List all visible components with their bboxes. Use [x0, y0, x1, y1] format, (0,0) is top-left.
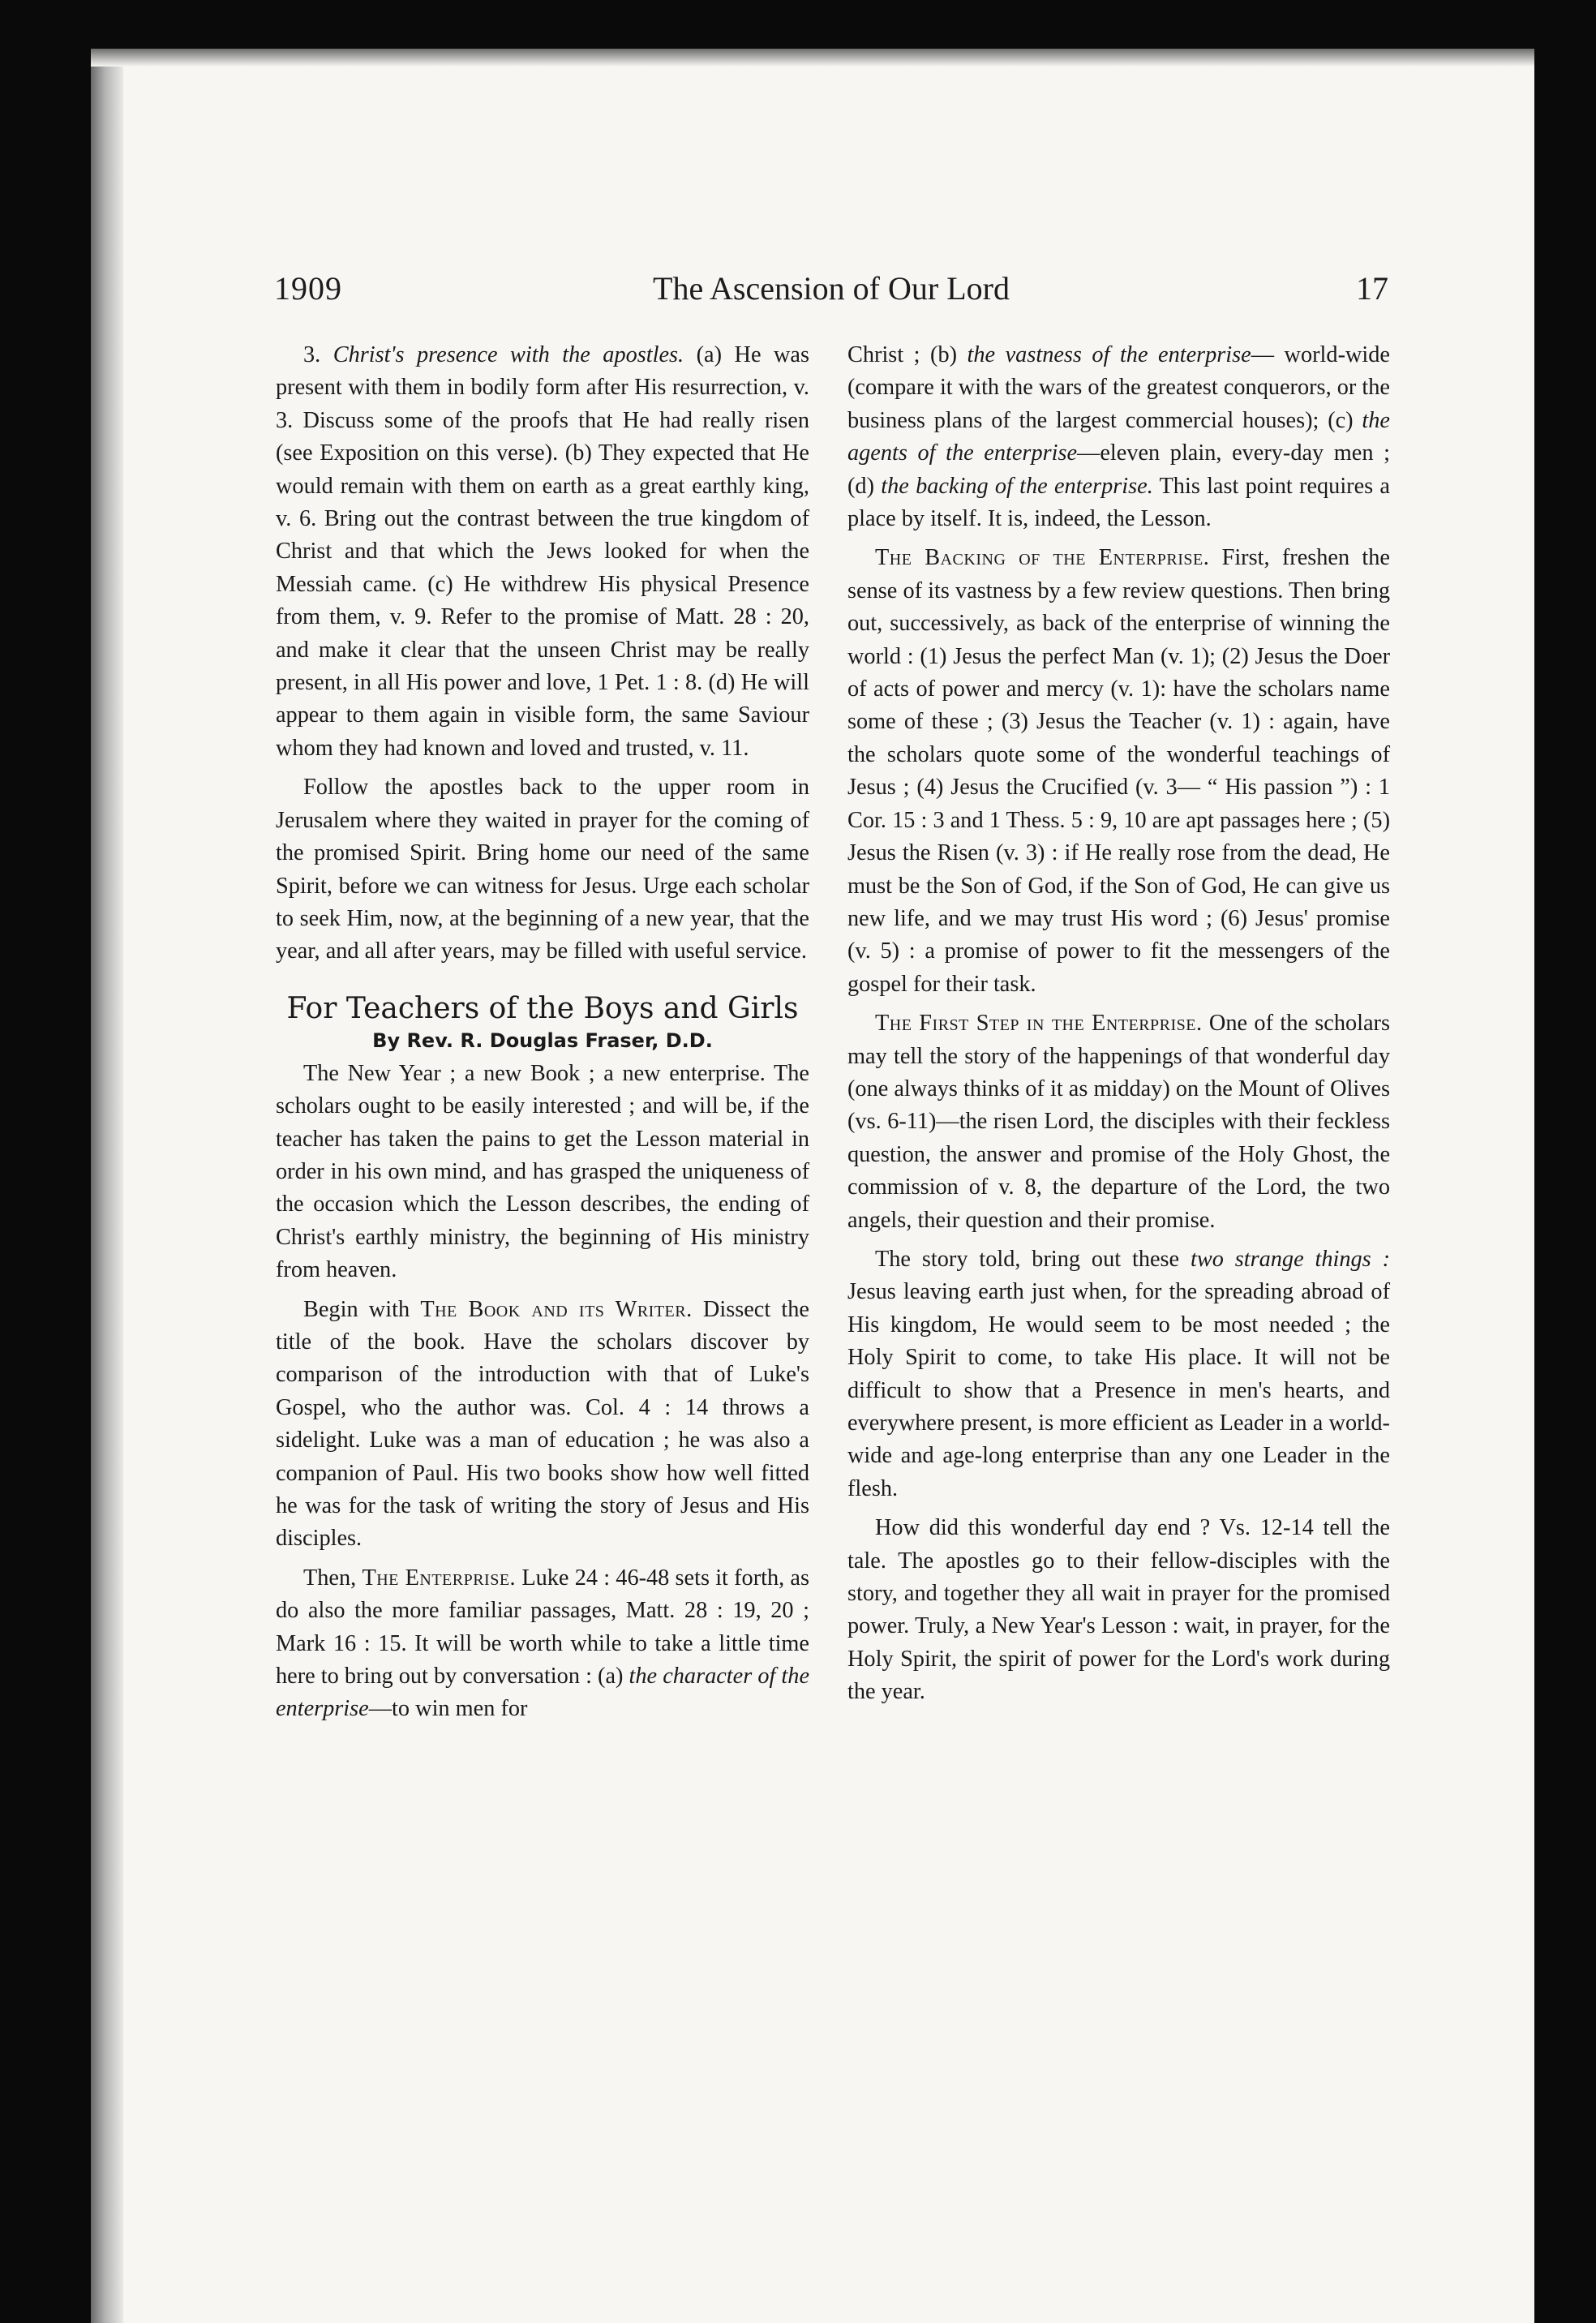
small-caps-heading: The First Step in the Enterprise.	[875, 1011, 1203, 1037]
section-title: For Teachers of the Boys and Girls	[286, 991, 799, 1025]
paragraph	[847, 1007, 1390, 1237]
paragraph-text: Dissect the title of the book. Have the scholars discover by comparison of the introduction with that of Luke's Gospel, who the author was. Col. 4 : 14 throws a sidelight. Luke was a man of education ; he was also a companion of Paul. His two books show how well fitted he was for the task of writing the story of Jesus and His disciples.	[276, 1296, 809, 1552]
paragraph: How did this wonderful day end ? Vs. 12-14 tell the tale. The apostles go to their fellow-disciples with the story, and together they all wait in prayer for the promised power. Truly, a New Year's Lesson : wait, in prayer, for the Holy Spirit, the spirit of power for the Lord's work during the year.	[847, 1515, 1390, 1705]
paragraph	[847, 542, 1390, 1001]
paragraph-label: 3.	[303, 342, 321, 367]
italic-phrase: two strange things :	[1190, 1246, 1390, 1272]
paragraph-text: —eleven plain, every-day men ; (d)	[847, 440, 1390, 499]
paragraph-text: —to win men for	[368, 1696, 528, 1722]
italic-phrase: the character of the enterprise	[276, 1664, 810, 1722]
paragraph-text: Then,	[303, 1565, 363, 1591]
paragraph	[276, 1562, 809, 1726]
left-column	[276, 339, 809, 1726]
paragraph-text: The story told, bring out these	[875, 1246, 1191, 1272]
running-header	[274, 269, 1388, 326]
page-number: 17	[1356, 270, 1388, 307]
small-caps-heading: The Backing of the Enterprise.	[875, 545, 1210, 571]
paragraph: The New Year ; a new Book ; a new enterprise. The scholars ought to be easily interested ; and will be, if the teacher has taken the pains to get the Lesson material in order in his own mind, and has grasped the uniqueness of the occasion which the Lesson describes, the ending of Christ's earthly ministry, the beginning of His ministry from heaven.	[276, 1060, 809, 1283]
paragraph-text: Jesus leaving earth just when, for the spreading abroad of His kingdom, He would seem to be most needed ; the Holy Spirit to come, to take His place. It will not be difficult to show that a Presence in men's hearts, and everywhere present, is more efficient as Leader in a world-wide and age-long enterprise than any one Leader in the flesh.	[847, 1279, 1390, 1501]
paragraph-text: (a) He was present with them in bodily form after His resurrection, v. 3. Discuss some of the proofs that He had really risen (see Exposition on this verse). (b) They expected that He would remain with them on earth as a great earthly king, v. 6. Bring out the contrast between the true kingdom of Christ and that which the Jews looked for when the Messiah came. (c) He withdrew His physical Presence from them, v. 9. Refer to the promise of Matt. 28 : 20, and make it clear that the unseen Christ may be really present, in all His power and love, 1 Pet. 1 : 8. (d) He will appear to them again in visible form, the same Saviour whom they had known and loved and trusted, v. 11.	[276, 342, 809, 761]
italic-phrase: the vastness of the enterprise	[967, 342, 1251, 367]
paragraph	[847, 1243, 1390, 1505]
small-caps-heading: The Enterprise.	[362, 1565, 517, 1591]
paragraph	[276, 1294, 809, 1556]
page-gutter-shadow	[91, 49, 123, 2323]
paragraph-text: This last point requires a place by itself. It is, indeed, the Lesson.	[847, 473, 1390, 532]
paragraph-text: Begin with	[303, 1296, 421, 1322]
header-title: The Ascension of Our Lord	[653, 270, 1010, 307]
byline: By Rev. R. Douglas Fraser, D.D.	[372, 1028, 713, 1052]
header-year: 1909	[274, 270, 342, 307]
page-top-shadow	[91, 49, 1534, 67]
paragraph	[847, 339, 1390, 535]
small-caps-heading: The Book and its Writer.	[420, 1296, 693, 1322]
italic-phrase: the backing of the enterprise.	[881, 473, 1153, 499]
paragraph-text: Luke 24 : 46-48 sets it forth, as do also the more familiar passages, Matt. 28 : 19, 20 ; Mark 16 : 15. It will be worth while to take a little time here to bring out by conversation : (a)	[276, 1565, 809, 1690]
paragraph	[276, 339, 809, 765]
paragraph-text: One of the scholars may tell the story of the happenings of that wonderful day (one always thinks of it as midday) on the Mount of Olives (vs. 6-11)—the risen Lord, the disciples with their feckless question, the answer and promise of the Holy Ghost, the commission of v. 8, the departure of the Lord, the two angels, their question and their promise.	[847, 1011, 1390, 1233]
paragraph-text: Christ ; (b)	[847, 342, 967, 367]
italic-phrase: Christ's presence with the apostles.	[332, 342, 684, 367]
italic-phrase: the agents of the enterprise	[847, 407, 1390, 466]
paragraph-text: First, freshen the sense of its vastness by a few review questions. Then bring out, successively, as back of the enterprise of winning the world : (1) Jesus the perfect Man (v. 1); (2) Jesus the Doer of acts of power and mercy (v. 1): have the scholars name some of these ; (3) Jesus the Teacher (v. 1) : again, have the scholars quote some of the wonderful teachings of Jesus ; (4) Jesus the Crucified (v. 3— “ His passion ”) : 1 Cor. 15 : 3 and 1 Thess. 5 : 9, 10 are apt passages here ; (5) Jesus the Risen (v. 3) : if He really rose from the dead, He must be the Son of God, if the Son of God, He can give us new life, and we may trust His word ; (6) Jesus' promise (v. 5) : a promise of power to fit the messengers of the gospel for their task.	[847, 545, 1390, 997]
paragraph-text: — world-wide (compare it with the wars of the greatest conquerors, or the business plans of the largest commercial houses); (c)	[847, 342, 1390, 433]
right-column	[847, 339, 1390, 1709]
paragraph: Follow the apostles back to the upper room in Jerusalem where they waited in prayer for the coming of the promised Spirit. Bring home our need of the same Spirit, before we can witness for Jesus. Urge each scholar to seek Him, now, at the beginning of a new year, that the year, and all after years, may be filled with useful service.	[276, 775, 809, 964]
